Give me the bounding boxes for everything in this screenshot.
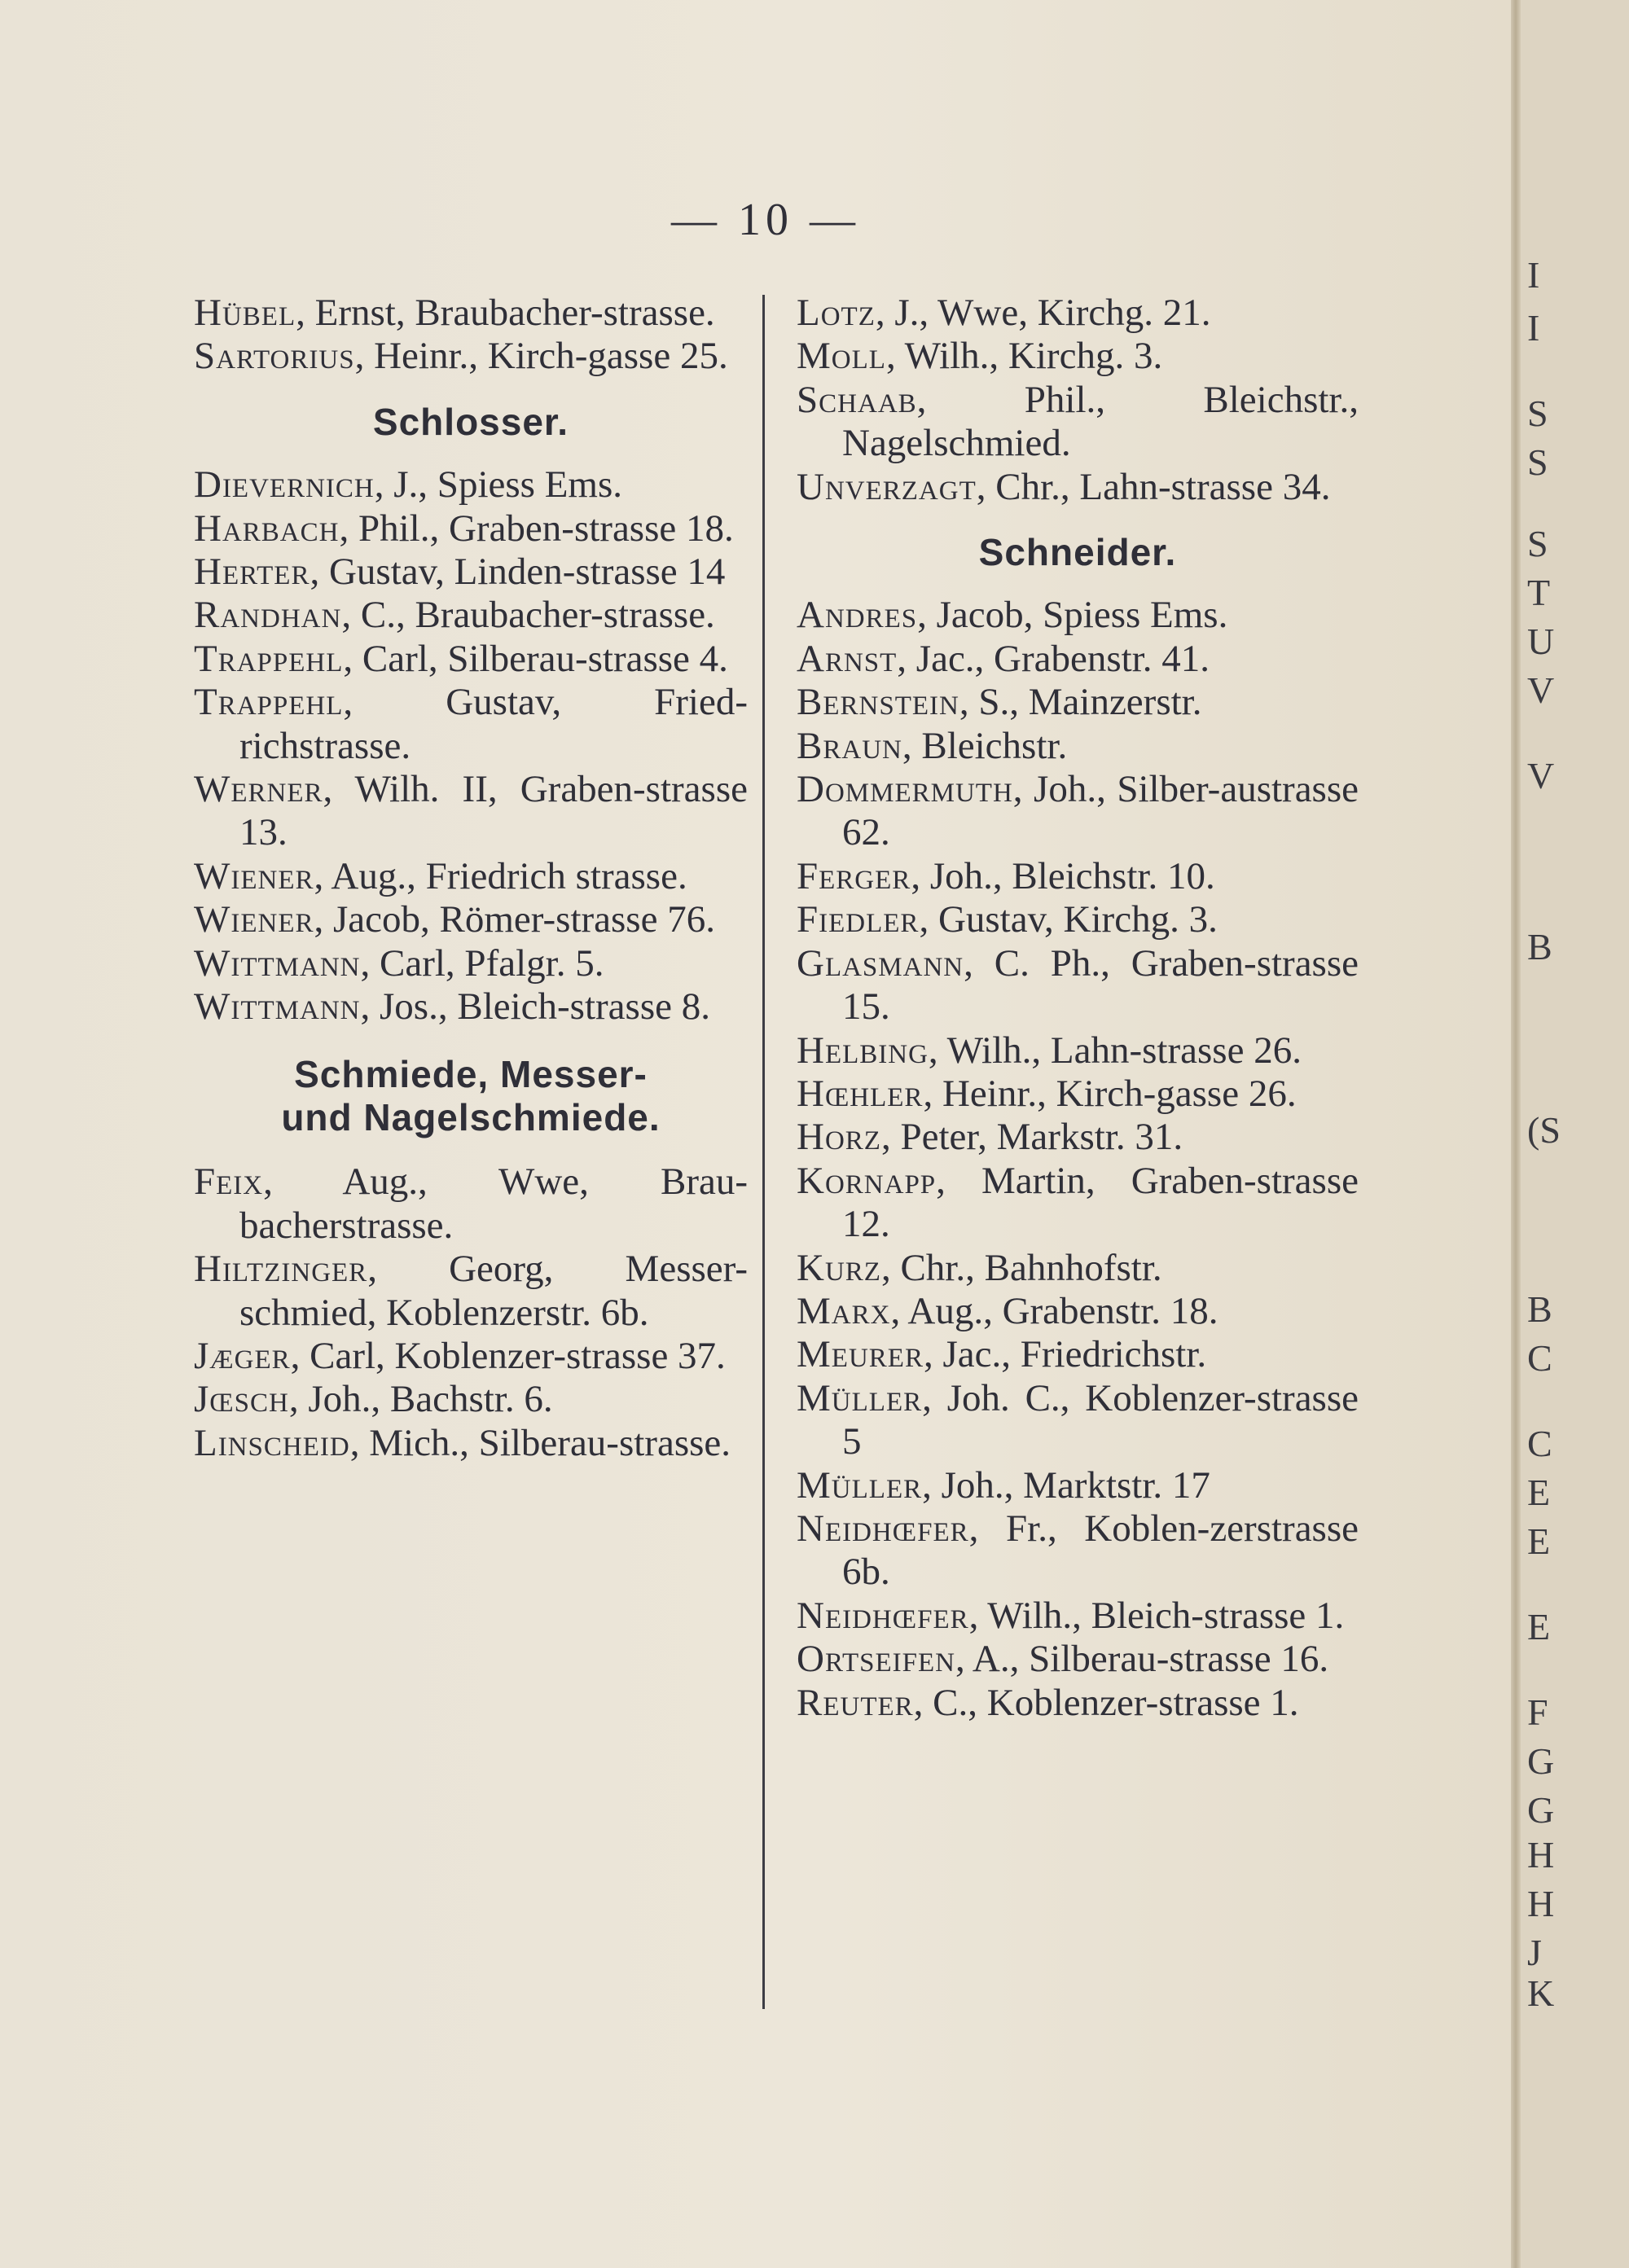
directory-entry: [797, 942, 1359, 1029]
entry-surname: Linscheid: [194, 1421, 350, 1464]
directory-entry: [797, 898, 1359, 941]
entry-surname: Reuter: [797, 1681, 914, 1724]
directory-entry: [194, 638, 748, 681]
right-entries-continued: [797, 292, 1359, 509]
directory-entry: [797, 292, 1359, 335]
next-page-letter: I: [1527, 254, 1540, 296]
directory-entry: [797, 1116, 1359, 1159]
book-gutter: [1511, 0, 1521, 2268]
next-page-letter: U: [1527, 621, 1555, 662]
entry-details: , C., Braubacher-strasse.: [341, 594, 715, 637]
entry-surname: Hiltzinger: [194, 1248, 368, 1291]
schneider-entries: [797, 594, 1359, 1725]
left-column: [194, 292, 748, 1465]
entry-surname: Jœsch: [194, 1378, 289, 1421]
entry-surname: Ortseifen: [797, 1638, 955, 1681]
column-divider: [762, 295, 765, 2009]
entry-details: , Martin, Graben-strasse 12.: [842, 1159, 1359, 1246]
entry-details: , Jacob, Spiess Ems.: [917, 594, 1228, 637]
entry-details: , Joh. C., Koblenzer-strasse 5: [842, 1376, 1359, 1463]
directory-entry: [194, 1160, 748, 1248]
entry-details: , Gustav, Linden-strasse 14: [310, 551, 726, 594]
entry-details: , Joh., Silber-austrasse 62.: [842, 768, 1359, 854]
directory-entry: [194, 292, 748, 335]
directory-entry: [797, 466, 1359, 509]
next-page-letter: J: [1527, 1932, 1542, 1973]
directory-entry: [797, 1029, 1359, 1073]
entry-surname: Neidhœfer: [797, 1507, 969, 1550]
next-page-letter: I: [1527, 307, 1540, 349]
directory-entry: [194, 463, 748, 507]
entry-details: , Georg, Messer-schmied, Koblenzerstr. 6b.: [239, 1248, 748, 1334]
entry-surname: Wiener: [194, 898, 314, 941]
directory-entry: [797, 1595, 1359, 1638]
entry-details: , Aug., Friedrich strasse.: [314, 854, 687, 897]
next-page-letter: H: [1527, 1834, 1555, 1875]
entry-details: , Mich., Silberau-strasse.: [349, 1421, 731, 1464]
entry-surname: Wiener: [194, 854, 314, 897]
entry-details: , Jac., Friedrichstr.: [923, 1333, 1207, 1376]
schmiede-entries: [194, 1160, 748, 1465]
entry-surname: Jæger: [194, 1334, 291, 1377]
directory-entry: [797, 1507, 1359, 1595]
directory-entry: [194, 942, 748, 985]
entry-details: , J., Wwe, Kirchg. 21.: [875, 292, 1211, 334]
right-column: [797, 292, 1359, 1725]
entry-surname: Fiedler: [797, 898, 920, 941]
section-heading-schmiede-line1: Schmiede, Messer-: [294, 1052, 648, 1095]
directory-entry: [194, 594, 748, 637]
entry-details: , Carl, Silberau-strasse 4.: [343, 637, 728, 680]
entry-surname: Müller: [797, 1463, 923, 1507]
entry-details: , Jos., Bleich-strasse 8.: [360, 985, 710, 1029]
directory-entry: [194, 507, 748, 551]
entry-surname: Hœhler: [797, 1072, 924, 1115]
directory-entry: [797, 1073, 1359, 1116]
schlosser-entries: [194, 463, 748, 1029]
next-page-letter: B: [1527, 926, 1552, 967]
entry-surname: Sartorius: [194, 335, 355, 378]
entry-details: , Phil., Graben-strasse 18.: [339, 507, 734, 550]
entry-surname: Helbing: [797, 1029, 929, 1072]
entry-surname: Feix: [194, 1160, 264, 1204]
entry-surname: Lotz: [797, 292, 876, 334]
entry-surname: Neidhœfer: [797, 1594, 969, 1637]
entry-details: , J., Spiess Ems.: [374, 463, 623, 507]
directory-entry: [797, 768, 1359, 855]
entry-details: , Aug., Grabenstr. 18.: [890, 1289, 1218, 1332]
next-page-letter: G: [1527, 1789, 1555, 1831]
entry-details: , Joh., Bleichstr. 10.: [911, 854, 1215, 897]
directory-entry: [797, 1160, 1359, 1247]
next-page-letter: S: [1527, 393, 1548, 434]
entry-surname: Bernstein: [797, 681, 959, 724]
entry-surname: Glasmann: [797, 941, 964, 985]
page-number: — 10 —: [671, 195, 860, 245]
next-page-letter: E: [1527, 1472, 1551, 1513]
entry-surname: Trappehl: [194, 681, 344, 724]
entry-details: , C. Ph., Graben-strasse 15.: [842, 941, 1359, 1029]
entry-surname: Moll: [797, 335, 886, 378]
directory-entry: [194, 1335, 748, 1378]
next-page-letter: E: [1527, 1520, 1551, 1562]
section-heading-schneider: Schneider.: [978, 531, 1177, 574]
entry-details: , S., Mainzerstr.: [959, 681, 1202, 724]
entry-surname: Hübel: [194, 292, 296, 334]
directory-entry: [797, 1464, 1359, 1507]
entry-surname: Braun: [797, 724, 902, 767]
section-heading-schmiede: [194, 1053, 748, 1140]
next-page-letter: F: [1527, 1691, 1548, 1733]
next-page-letter: V: [1527, 669, 1555, 711]
entry-details: , Jac., Grabenstr. 41.: [897, 637, 1210, 680]
entry-details: , Fr., Koblen-zerstrasse 6b.: [842, 1507, 1359, 1594]
directory-entry: [797, 1682, 1359, 1725]
next-page-letter: H: [1527, 1883, 1555, 1924]
directory-entry: [797, 1638, 1359, 1681]
directory-entry: [194, 768, 748, 855]
entry-surname: Kornapp: [797, 1159, 937, 1202]
directory-entry: [194, 855, 748, 898]
directory-entry: [797, 594, 1359, 637]
entry-details: , Chr., Bahnhofstr.: [880, 1246, 1162, 1289]
directory-entry: [194, 681, 748, 768]
directory-entry: [797, 725, 1359, 768]
entry-details: , Carl, Pfalgr. 5.: [360, 941, 604, 985]
entry-details: , Wilh., Bleich-strasse 1.: [968, 1594, 1345, 1637]
entry-details: , Heinr., Kirch-gasse 26.: [923, 1072, 1297, 1115]
entry-details: , Gustav, Kirchg. 3.: [919, 898, 1218, 941]
directory-entry: [797, 1247, 1359, 1290]
entry-details: , Aug., Wwe, Brau-bacherstrasse.: [239, 1160, 748, 1247]
directory-entry: [797, 379, 1359, 466]
directory-entry: [797, 1333, 1359, 1376]
entry-details: , Ernst, Braubacher-strasse.: [296, 292, 715, 334]
directory-entry: [194, 1248, 748, 1335]
entry-details: , Wilh., Lahn-strasse 26.: [928, 1029, 1302, 1072]
entry-details: , Joh., Bachstr. 6.: [288, 1378, 553, 1421]
directory-entry: [797, 638, 1359, 681]
entry-details: , Bleichstr.: [902, 724, 1068, 767]
entry-details: , Chr., Lahn-strasse 34.: [976, 465, 1331, 508]
entry-surname: Dievernich: [194, 463, 375, 507]
entry-details: , Carl, Koblenzer-strasse 37.: [290, 1334, 726, 1377]
entry-surname: Wittmann: [194, 941, 361, 985]
directory-entry: [194, 1378, 748, 1421]
directory-entry: [797, 1377, 1359, 1464]
entry-details: , A., Silberau-strasse 16.: [955, 1638, 1329, 1681]
entry-details: , Jacob, Römer-strasse 76.: [314, 898, 715, 941]
next-page-letter: S: [1527, 523, 1548, 564]
next-page-letter: (S: [1527, 1109, 1561, 1151]
directory-entry: [194, 985, 748, 1029]
next-page-edge: [1521, 0, 1629, 2268]
entry-surname: Dommermuth: [797, 768, 1013, 811]
directory-entry: [797, 681, 1359, 724]
next-page-letter: V: [1527, 755, 1555, 796]
entry-surname: Randhan: [194, 594, 342, 637]
entry-details: , Joh., Marktstr. 17: [922, 1463, 1210, 1507]
next-page-letter: C: [1527, 1423, 1552, 1464]
directory-entry: [797, 1290, 1359, 1333]
directory-entry: [797, 335, 1359, 378]
entry-surname: Unverzagt: [797, 465, 977, 508]
entry-surname: Werner: [194, 768, 323, 811]
entry-surname: Müller: [797, 1376, 923, 1419]
directory-entry: [194, 551, 748, 594]
section-heading-schmiede-line2: und Nagelschmiede.: [281, 1095, 661, 1138]
entry-surname: Kurz: [797, 1246, 881, 1289]
next-page-letter: B: [1527, 1288, 1552, 1330]
entry-details: , Gustav, Fried-richstrasse.: [239, 681, 748, 767]
entry-details: , C., Koblenzer-strasse 1.: [913, 1681, 1299, 1724]
entry-details: , Wilh. II, Graben-strasse 13.: [239, 768, 748, 854]
entry-surname: Meurer: [797, 1333, 924, 1376]
next-page-letter: S: [1527, 441, 1548, 483]
entry-surname: Marx: [797, 1289, 891, 1332]
left-entries-continued: [194, 292, 748, 379]
entry-surname: Trappehl: [194, 637, 344, 680]
entry-surname: Schaab: [797, 378, 917, 421]
entry-surname: Horz: [797, 1116, 881, 1159]
directory-entry: [194, 335, 748, 378]
next-page-letter: K: [1527, 1972, 1555, 2014]
next-page-letter: T: [1527, 572, 1551, 613]
entry-surname: Arnst: [797, 637, 898, 680]
entry-details: , Wilh., Kirchg. 3.: [885, 335, 1163, 378]
entry-details: , Peter, Markstr. 31.: [880, 1116, 1183, 1159]
section-heading-schlosser: Schlosser.: [372, 400, 569, 443]
entry-details: , Heinr., Kirch-gasse 25.: [354, 335, 728, 378]
next-page-letter: E: [1527, 1606, 1551, 1647]
directory-entry: [194, 1422, 748, 1465]
next-page-letter: C: [1527, 1337, 1552, 1379]
directory-entry: [194, 898, 748, 941]
entry-details: , Phil., Bleichstr., Nagelschmied.: [842, 378, 1359, 465]
directory-entry: [797, 855, 1359, 898]
entry-surname: Ferger: [797, 854, 911, 897]
entry-surname: Wittmann: [194, 985, 361, 1029]
next-page-letter: G: [1527, 1740, 1555, 1782]
entry-surname: Andres: [797, 594, 918, 637]
entry-surname: Herter: [194, 551, 310, 594]
entry-surname: Harbach: [194, 507, 340, 550]
